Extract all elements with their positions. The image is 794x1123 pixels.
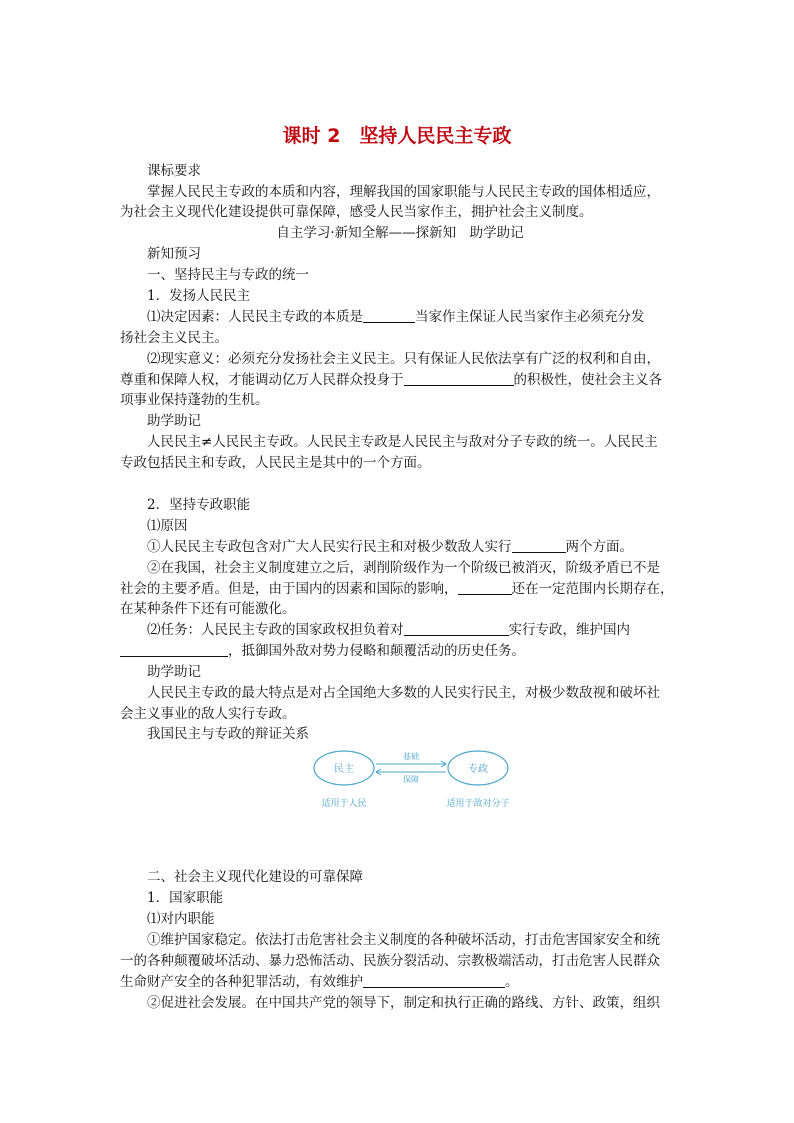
heading-part-one: 一、坚持民主与专政的统一 <box>147 267 309 283</box>
fill-in-blank[interactable] <box>458 579 512 595</box>
section-banner: 自主学习·新知全解——探新知 助学助记 <box>276 225 524 241</box>
line-text: 还在一定范围内长期存在， <box>511 581 674 597</box>
democracy-dictatorship-diagram <box>300 742 540 814</box>
paragraph-line <box>120 578 680 600</box>
diagram-caption: 我国民主与专政的辩证关系 <box>147 726 309 742</box>
section-label-tip: 助学助记 <box>147 664 201 680</box>
paragraph-line: 为社会主义现代化建设提供可靠保障，感受人民当家作主，拥护社会主义制度。 <box>120 204 593 220</box>
paragraph-line <box>120 369 680 391</box>
paragraph-line <box>120 971 680 993</box>
paragraph-line: 专政包括民主和专政，人民民主是其中的一个方面。 <box>120 455 431 471</box>
right-caption: 适用于敌对分子 <box>446 799 510 809</box>
paragraph-line: ②在我国，社会主义制度建立之后，剥削阶级作为一个阶级已被消灭，阶级矛盾已不是 <box>147 560 660 576</box>
paragraph-line: 掌握人民民主专政的本质和内容，理解我国的国家职能与人民民主专政的国体相适应， <box>147 184 660 200</box>
line-text: 尊重和保障人权，才能调动亿万人民群众投身于 <box>120 372 404 388</box>
line-text: ，抵御国外敌对势力侵略和颠覆活动的历史任务。 <box>228 643 525 659</box>
paragraph-line: ②促进社会发展。在中国共产党的领导下，制定和执行正确的路线、方针、政策，组织 <box>147 995 660 1011</box>
paragraph-line: 人民民主专政的最大特点是对占全国绝大多数的人民实行民主，对极少数敌视和破坏社 <box>147 685 660 701</box>
heading-part-two: 二、社会主义现代化建设的可靠保障 <box>147 869 363 885</box>
paragraph-line <box>147 619 680 641</box>
fill-in-blank[interactable] <box>120 641 228 657</box>
paragraph-line: 在某种条件下还有可能激化。 <box>120 601 296 617</box>
paragraph-line <box>120 640 680 662</box>
paragraph-line: 人民民主≠人民民主专政。人民民主专政是人民民主与敌对分子专政的统一。人民民主 <box>147 434 658 450</box>
arrow-bottom-label: 保障 <box>403 775 419 784</box>
line-text: 当家作主保证人民当家作主必须充分发 <box>415 309 645 325</box>
subheading: ⑴原因 <box>147 518 188 534</box>
paragraph-line: 一的各种颠覆破坏活动、暴力恐怖活动、民族分裂活动、宗教极端活动，打击危害人民群众 <box>120 953 660 969</box>
line-text: ⑴决定因素：人民民主专政的本质是 <box>147 309 363 325</box>
section-label-curriculum: 课标要求 <box>147 163 201 179</box>
line-text: 生命财产安全的各种犯罪活动，有效维护 <box>120 974 363 990</box>
fill-in-blank[interactable] <box>363 307 415 323</box>
line-text: 的积极性，使社会主义各 <box>513 372 662 388</box>
node-dictatorship-label: 专政 <box>468 764 488 775</box>
left-caption: 适用于人民 <box>321 799 367 809</box>
fill-in-blank[interactable] <box>404 620 509 636</box>
paragraph-line: 会主义事业的敌人实行专政。 <box>120 706 296 722</box>
fill-in-blank[interactable] <box>512 537 566 553</box>
line-text: ⑵任务：人民民主专政的国家政权担负着对 <box>147 622 404 638</box>
section-label-tip: 助学助记 <box>147 413 201 429</box>
paragraph-line: 项事业保持蓬勃的生机。 <box>120 392 269 408</box>
fill-in-blank[interactable] <box>363 972 505 988</box>
line-text: 实行专政，维护国内 <box>508 622 630 638</box>
subheading: 1．发扬人民民主 <box>147 288 251 304</box>
fill-in-blank[interactable] <box>404 370 514 386</box>
lesson-title: 课时 2 坚持人民民主专政 <box>282 125 512 147</box>
subheading: ⑴对内职能 <box>147 911 215 927</box>
paragraph-line: 扬社会主义民主。 <box>120 330 228 346</box>
section-label-preview: 新知预习 <box>147 246 201 262</box>
paragraph-line <box>147 536 680 558</box>
paragraph-line: ⑵现实意义：必须充分发扬社会主义民主。只有保证人民依法享有广泛的权利和自由， <box>147 351 660 367</box>
node-democracy-label: 民主 <box>334 764 354 775</box>
paragraph-line <box>147 306 680 328</box>
subheading: 1．国家职能 <box>147 890 224 906</box>
subheading: 2．坚持专政职能 <box>147 497 251 513</box>
line-text: ①人民民主专政包含对广大人民实行民主和对极少数敌人实行 <box>147 539 512 555</box>
arrow-top-label: 基础 <box>403 752 419 761</box>
paragraph-line: ①维护国家稳定。依法打击危害社会主义制度的各种破坏活动，打击危害国家安全和统 <box>147 932 660 948</box>
line-text: 两个方面。 <box>565 539 633 555</box>
line-text: 社会的主要矛盾。但是，由于国内的因素和国际的影响， <box>120 581 458 597</box>
line-text: 。 <box>505 974 519 990</box>
